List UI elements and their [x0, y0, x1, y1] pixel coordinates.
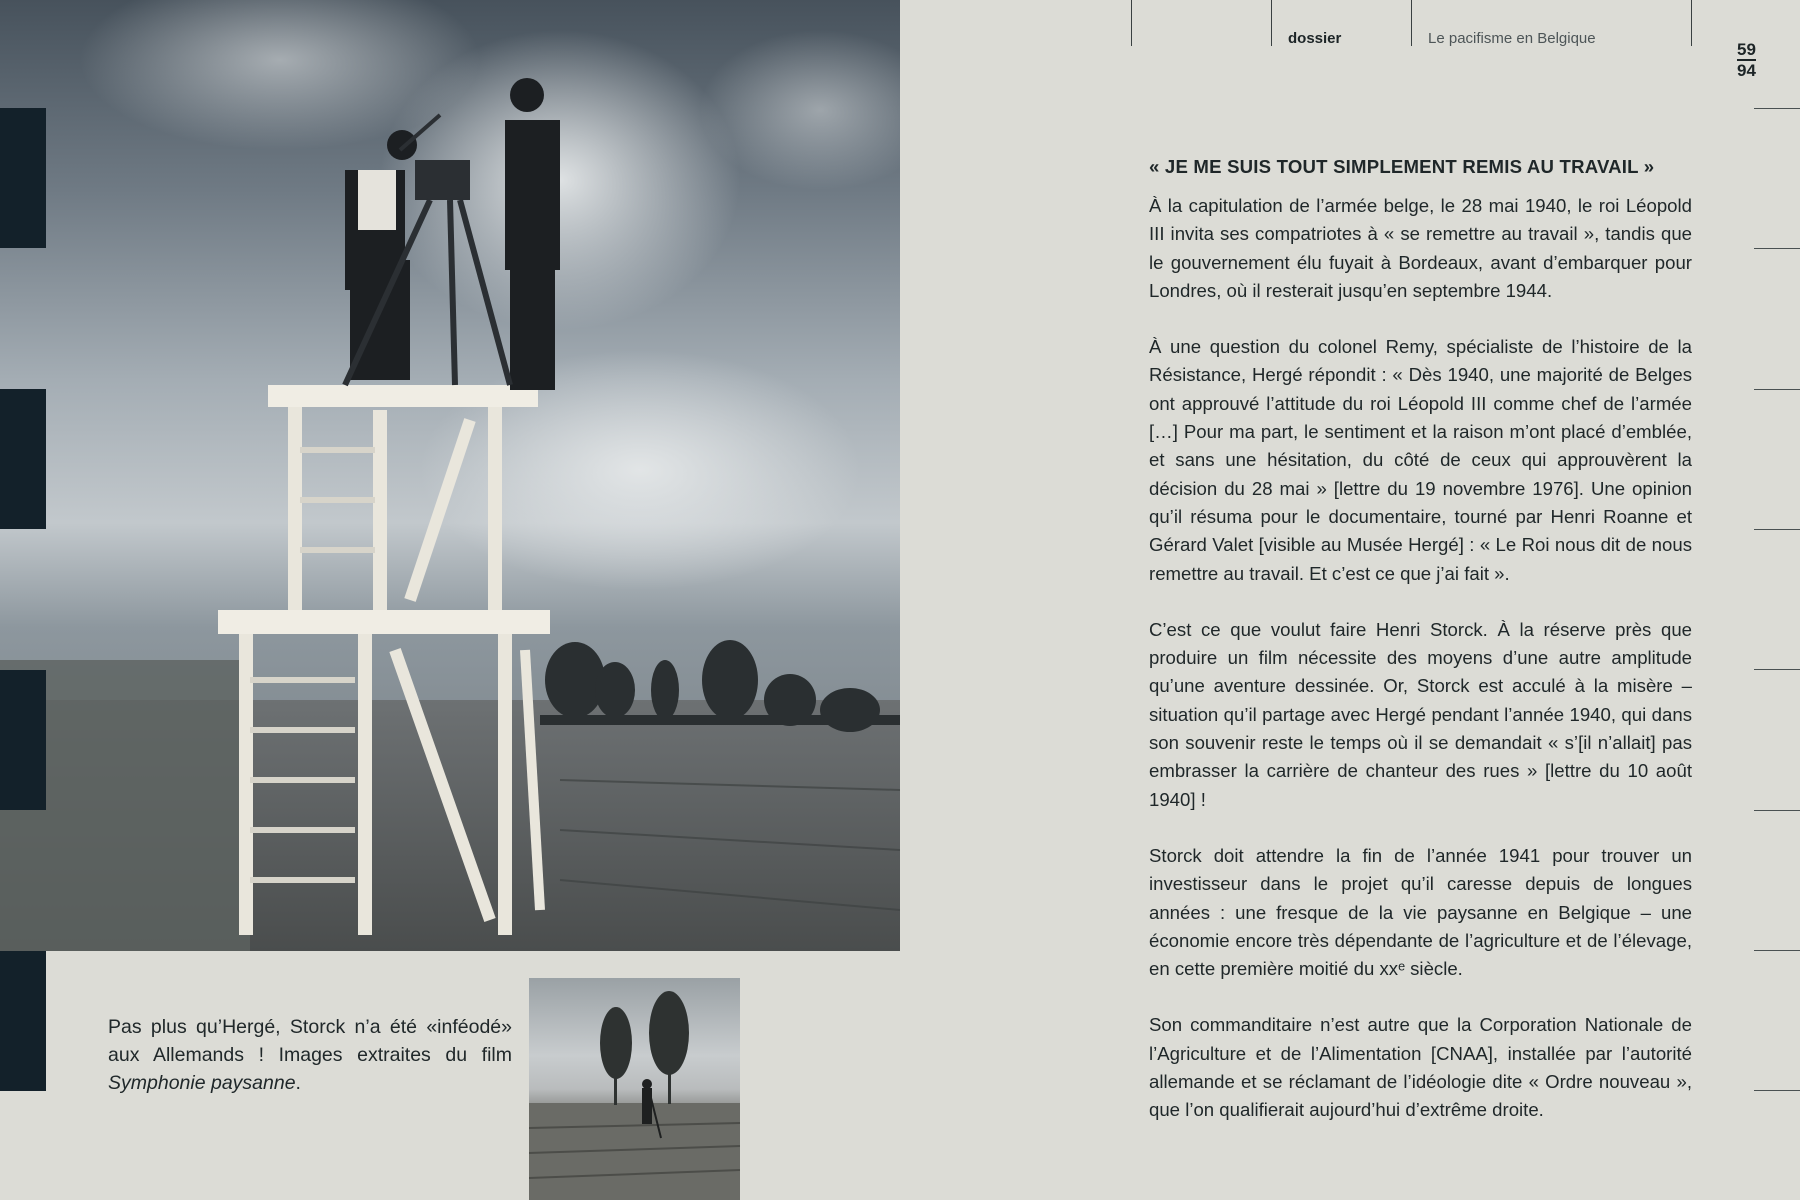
top-divider-tick: [1131, 0, 1132, 46]
photo-caption: [108, 1013, 512, 1097]
section-label: dossier: [1288, 30, 1342, 47]
top-divider-tick: [1691, 0, 1692, 46]
side-tab: [0, 951, 46, 1091]
margin-rule: [1754, 248, 1800, 249]
margin-rule: [1754, 529, 1800, 530]
article-paragraph: Storck doit attendre la fin de l’année 1941 pour trouver un investisseur dans le projet qu’il caresse depuis de longues années : une fresque de la vie paysanne en Belgique – une économie encore très dépendante de l’agriculture et de l’élevage, en cette première moitié du xxᵉ siècle.: [1149, 844, 1692, 980]
caption-end: .: [295, 1072, 301, 1094]
margin-rule: [1754, 1090, 1800, 1091]
margin-rule: [1754, 810, 1800, 811]
margin-rule: [1754, 950, 1800, 951]
article-paragraph: Son commanditaire n’est autre que la Corporation Nationale de l’Agriculture et de l’Alimentation [CNAA], installée par l’autorité allemande et se réclamant de l’idéologie dite « Ordre nouveau », que l’on qualifierait aujourd’hui d’extrême droite.: [1149, 1014, 1692, 1121]
caption-film-title: Symphonie paysanne: [108, 1072, 296, 1094]
top-divider-tick: [1411, 0, 1412, 46]
caption-text: Pas plus qu’Hergé, Storck n’a été «inféodé» aux Allemands ! Images extraites du film: [108, 1016, 512, 1066]
side-tab: [0, 108, 46, 248]
page-number: [1737, 40, 1756, 80]
article-heading: « JE ME SUIS TOUT SIMPLEMENT REMIS AU TRAVAIL »: [1149, 156, 1655, 177]
article-paragraph: À une question du colonel Remy, spécialiste de l’histoire de la Résistance, Hergé répondit : « Dès 1940, une majorité de Belges ont approuvé l’attitude du roi Léopold III comme chef de l’armée […] Pour ma part, le sentiment et la raison m’ont placé d’emblée, et sans une hésitation, du côté de ceux qui approuvèrent la décision du 28 mai » [lettre du 19 novembre 1976]. Une opinion qu’il résuma pour le documentaire, tourné par Henri Roanne et Gérard Valet [visible au Musée Hergé] : « Le Roi nous dit de nous remettre au travail. Et c’est ce que j’ai fait ».: [1149, 336, 1692, 584]
side-tab: [0, 389, 46, 529]
photo-film-crew-on-tower: [0, 0, 900, 951]
article-body: [1149, 154, 1692, 1153]
page-total: 94: [1737, 61, 1756, 80]
side-tab: [0, 670, 46, 810]
margin-rule: [1754, 669, 1800, 670]
running-title: Le pacifisme en Belgique: [1428, 30, 1596, 47]
page-current: 59: [1737, 40, 1756, 59]
top-divider-tick: [1271, 0, 1272, 46]
article-paragraph: C’est ce que voulut faire Henri Storck. À la réserve près que produire un film nécessite des moyens d’une autre amplitude qu’une aventure dessinée. Or, Storck est acculé à la misère – situation qu’il partage avec Hergé pendant l’année 1940, qui dans son souvenir reste le temps où il se demandait « s’[il n’allait] pas embrasser la carrière de chanteur des rues » [lettre du 10 août 1940] !: [1149, 618, 1692, 810]
article-paragraph: À la capitulation de l’armée belge, le 28 mai 1940, le roi Léopold III invita ses compatriotes à « se remettre au travail », tandis que le gouvernement élu fuyait à Bordeaux, avant d’embarquer pour Londres, où il resterait jusqu’en septembre 1944.: [1149, 195, 1692, 301]
margin-rule: [1754, 389, 1800, 390]
margin-rule: [1754, 108, 1800, 109]
photo-farmer-in-field: [529, 978, 740, 1200]
